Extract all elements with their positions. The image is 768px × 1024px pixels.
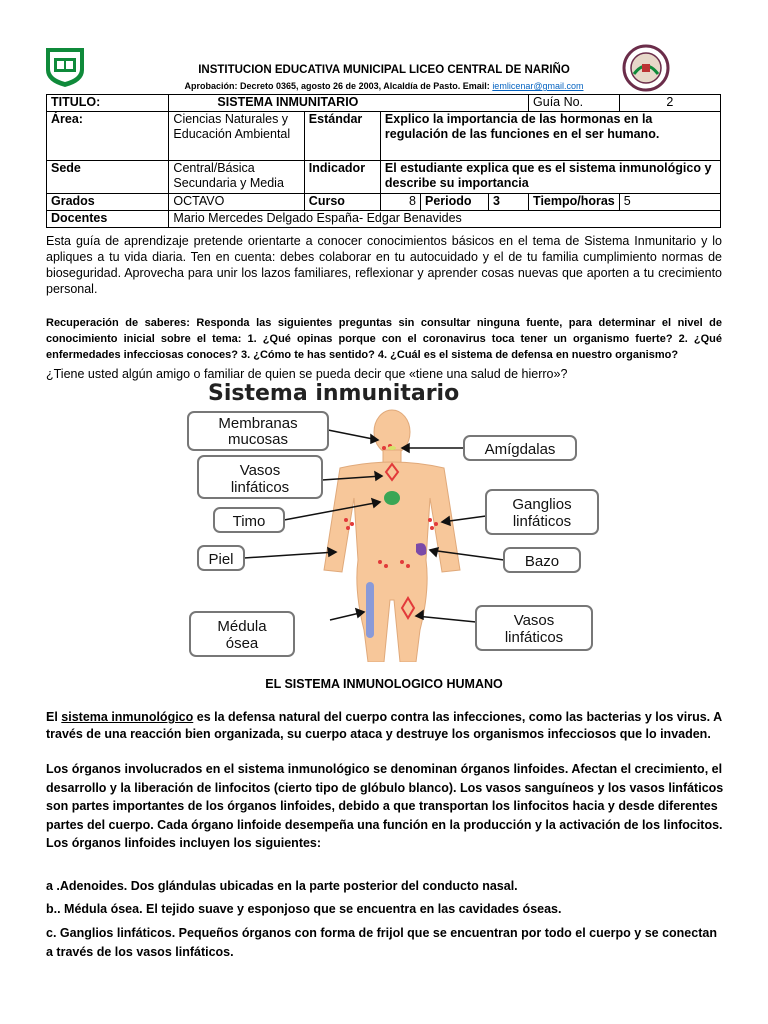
intro-paragraph: Esta guía de aprendizaje pretende orientarte a conocer conocimientos básicos en el tema de Sistema Inmunitario y lo apliques a tu vida diaria. Ten en cuenta: debes colaborar en tu autocuidado y el de tu familia cumplimiento normas de bioseguridad. Aprovecha para unir los lazos familiares, reflexionar y aprender cosas nuevas que aporten a tu crecimiento personal. [46, 234, 722, 296]
item-b: b.. Médula ósea. El tejido suave y esponjoso que se encuentra en las cavidades óseas. [46, 902, 562, 916]
item-c: c. Ganglios linfáticos. Pequeños órganos con forma de frijol que se encuentran por todo el cuerpo y se conectan a través de los vasos linfáticos. [46, 926, 717, 959]
label-vasos-right-2: linfáticos [504, 629, 564, 646]
sistema-inmunologico-link[interactable]: sistema inmunológico [61, 710, 194, 724]
titulo-label: TITULO: [47, 95, 169, 112]
titulo-value: SISTEMA INMUNITARIO [169, 95, 529, 112]
periodo-value: 3 [488, 194, 528, 211]
recuperacion-paragraph: Recuperación de saberes: Responda las siguientes preguntas sin consultar ninguna fuente, para determinar el nivel de conocimiento inicial sobre el tema: 1. ¿Qué opinas porque con el coronavirus toca tener un organismo fuerte? 2. ¿Qué enfermedades infecciosas conoces? 3. ¿Cómo te has sentido? 4. ¿Cuál es el sistema de defensa en nuestro organismo? [46, 317, 722, 361]
guia-value: 2 [619, 95, 720, 112]
label-timo: Timo [232, 513, 266, 530]
label-ganglios-2: linfáticos [512, 513, 572, 530]
curso-value: 8 [380, 194, 420, 211]
label-piel: Piel [208, 551, 234, 568]
sede-label: Sede [47, 161, 169, 194]
grados-label: Grados [47, 194, 169, 211]
body-paragraph-1 [46, 709, 726, 742]
bone-marrow-organ [366, 582, 374, 638]
diagram-title: Sistema inmunitario [208, 381, 460, 406]
tonsils-organ [388, 446, 396, 450]
label-ganglios-1: Ganglios [512, 496, 572, 513]
area-label: Área: [47, 112, 169, 161]
periodo-label: Periodo [420, 194, 488, 211]
item-a: a .Adenoides. Dos glándulas ubicadas en la parte posterior del conducto nasal. [46, 879, 518, 893]
label-amigdalas: Amígdalas [484, 441, 556, 458]
sede-value: Central/Básica Secundaria y Media [169, 161, 304, 194]
immune-system-diagram [180, 380, 610, 662]
indicador-value: El estudiante explica que es el sistema inmunológico y describe su importancia [380, 161, 720, 194]
institution-name: INSTITUCION EDUCATIVA MUNICIPAL LICEO CENTRAL DE NARIÑO [198, 64, 570, 76]
curso-label: Curso [304, 194, 380, 211]
thymus-organ [384, 491, 400, 505]
tiempo-label: Tiempo/horas [529, 194, 620, 211]
docentes-label: Docentes [47, 211, 169, 228]
body-paragraph-2: Los órganos involucrados en el sistema inmunológico se denominan órganos linfoides. Afectan el crecimiento, el desarrollo y la liberación de linfocitos (cierto tipo de glóbulo blanco). Los vasos sanguíneos y los vasos linfáticos son partes importantes de los órganos linfoides, debido a que transportan los linfocitos hacia y desde diferentes partes del cuerpo. Cada órgano linfoide desempeña una función en la producción y la activación de los linfocitos. Los órganos linfoides incluyen los siguientes: [46, 762, 724, 850]
label-vasos-right-1: Vasos [513, 612, 555, 629]
label-vasos-left-2: linfáticos [230, 479, 290, 496]
spleen-organ [416, 543, 426, 555]
question-five: ¿Tiene usted algún amigo o familiar de quien se pueda decir que «tiene una salud de hierro»? [46, 367, 568, 381]
indicador-label: Indicador [304, 161, 380, 194]
approval-text: Aprobación: Decreto 0365, agosto 26 de 2003, Alcaldía de Pasto. Email: [184, 81, 490, 91]
label-bazo: Bazo [524, 553, 560, 570]
docentes-value: Mario Mercedes Delgado España- Edgar Benavides [169, 211, 721, 228]
tiempo-value: 5 [619, 194, 720, 211]
label-vasos-left-1: Vasos [239, 462, 281, 479]
label-membranas-2: mucosas [227, 431, 289, 448]
section-title: EL SISTEMA INMUNOLOGICO HUMANO [265, 677, 503, 691]
p1-post: es la defensa natural del cuerpo contra las infecciones, como las bacterias y los virus. A través de una reacción bien organizada, su cuerpo ataca y destruye los organismos infecciosos que lo invaden. [46, 710, 722, 741]
guide-info-table [46, 94, 721, 228]
estandar-label: Estándar [304, 112, 380, 161]
label-medula-2: ósea [225, 635, 259, 652]
guia-label: Guía No. [529, 95, 620, 112]
approval-line [0, 81, 768, 91]
estandar-value: Explico la importancia de las hormonas en la regulación de las funciones en el ser humano. [380, 112, 720, 161]
label-membranas-1: Membranas [218, 415, 298, 432]
label-medula-1: Médula [217, 618, 267, 635]
p1-pre: El [46, 710, 62, 724]
grados-value: OCTAVO [169, 194, 304, 211]
area-value: Ciencias Naturales y Educación Ambiental [169, 112, 304, 161]
email-link[interactable]: iemlicenar@gmail.com [492, 81, 584, 91]
